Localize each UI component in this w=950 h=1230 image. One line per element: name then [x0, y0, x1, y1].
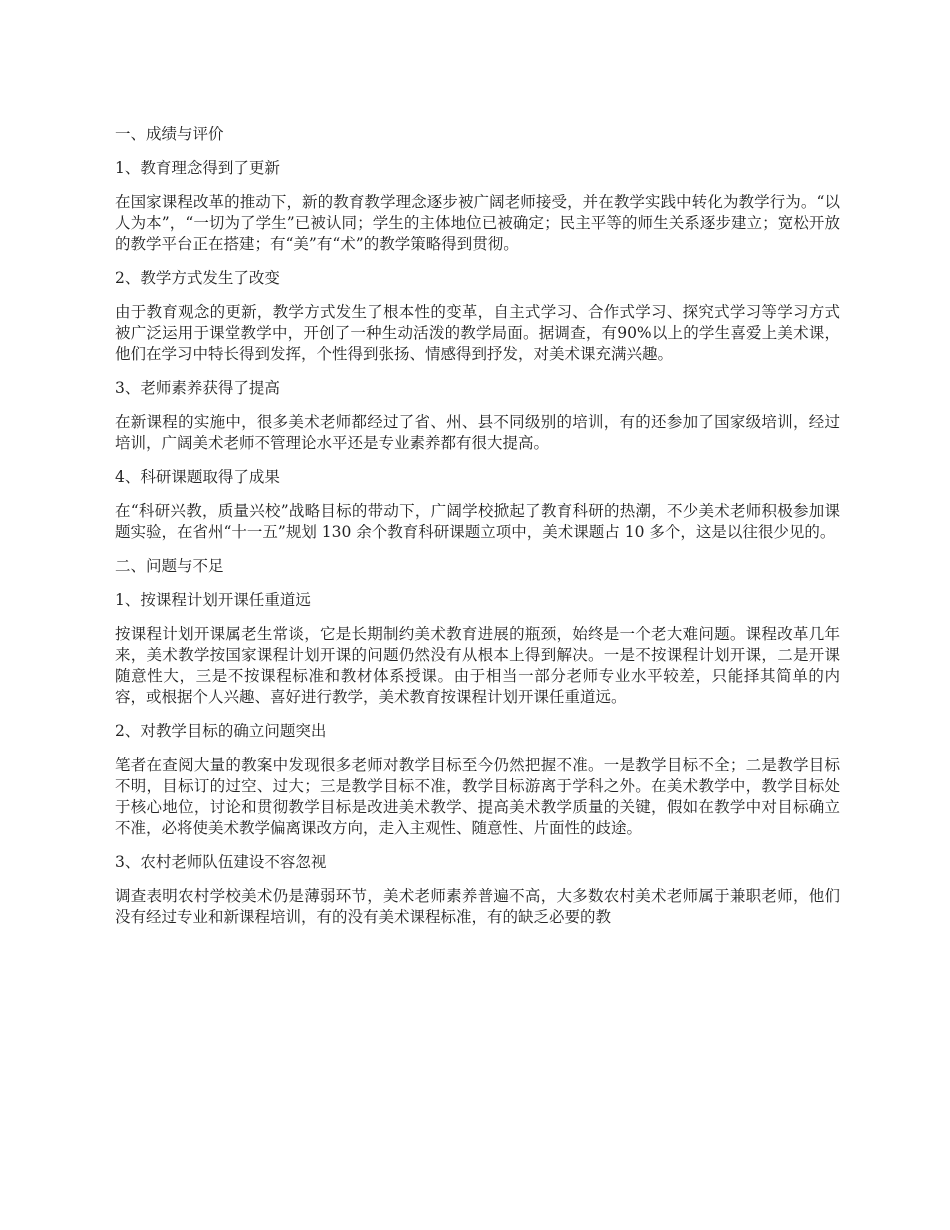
subsection-heading: 3、老师素养获得了提高: [115, 379, 280, 397]
subsection-heading: 1、教育理念得到了更新: [115, 159, 280, 177]
body-paragraph: 在国家课程改革的推动下，新的教育教学理念逐步被广阔老师接受，并在教学实践中转化为教学行为。“以人为本”，“一切为了学生”已被认同；学生的主体地位已被确定；民主平等的师生关系逐步建立；宽松开放的教学平台正在搭建；有“美”有“术”的教学策略得到贯彻。: [115, 193, 840, 253]
body-paragraph: 笔者在查阅大量的教案中发现很多老师对教学目标至今仍然把握不准。一是教学目标不全；二是教学目标不明，目标订的过空、过大；三是教学目标不准，教学目标游离于学科之外。在美术教学中，教学目标处于核心地位，讨论和贯彻教学目标是改进美术教学、提高美术教学质量的关键，假如在教学中对目标确立不准，必将使美术教学偏离课改方向，走入主观性、随意性、片面性的歧途。: [115, 756, 840, 837]
subsection-heading: 2、教学方式发生了改变: [115, 269, 280, 287]
body-paragraph: 调查表明农村学校美术仍是薄弱环节，美术老师素养普遍不高，大多数农村美术老师属于兼职老师，他们没有经过专业和新课程培训，有的没有美术课程标准，有的缺乏必要的教: [115, 887, 840, 926]
subsection-heading: 3、农村老师队伍建设不容忽视: [115, 853, 327, 871]
body-paragraph: 在“科研兴教，质量兴校”战略目标的带动下，广阔学校掀起了教育科研的热潮，不少美术老师积极参加课题实验，在省州“十一五”规划 130 余个教育科研课题立项中，美术课题占 10 多个，这是以往很少见的。: [115, 502, 840, 541]
subsection-heading: 2、对教学目标的确立问题突出: [115, 722, 327, 740]
body-paragraph: 按课程计划开课属老生常谈，它是长期制约美术教育进展的瓶颈，始终是一个老大难问题。课程改革几年来，美术教学按国家课程计划开课的问题仍然没有从根本上得到解决。一是不按课程计划开课，二是开课随意性大，三是不按课程标准和教材体系授课。由于相当一部分老师专业水平较差，只能择其简单的内容，或根据个人兴趣、喜好进行教学，美术教育按课程计划开课任重道远。: [115, 625, 840, 706]
document-body: [115, 124, 840, 941]
subsection-heading: 1、按课程计划开课任重道远: [115, 591, 311, 609]
section-heading: 二、问题与不足: [115, 557, 224, 575]
section-heading: 一、成绩与评价: [115, 125, 224, 143]
body-paragraph: 在新课程的实施中，很多美术老师都经过了省、州、县不同级别的培训，有的还参加了国家级培训，经过培训，广阔美术老师不管理论水平还是专业素养都有很大提高。: [115, 413, 840, 452]
subsection-heading: 4、科研课题取得了成果: [115, 468, 280, 486]
body-paragraph: 由于教育观念的更新，教学方式发生了根本性的变革，自主式学习、合作式学习、探究式学习等学习方式被广泛运用于课堂教学中，开创了一种生动活泼的教学局面。据调查，有90%以上的学生喜爱上美术课，他们在学习中特长得到发挥，个性得到张扬、情感得到抒发，对美术课充满兴趣。: [115, 303, 840, 363]
